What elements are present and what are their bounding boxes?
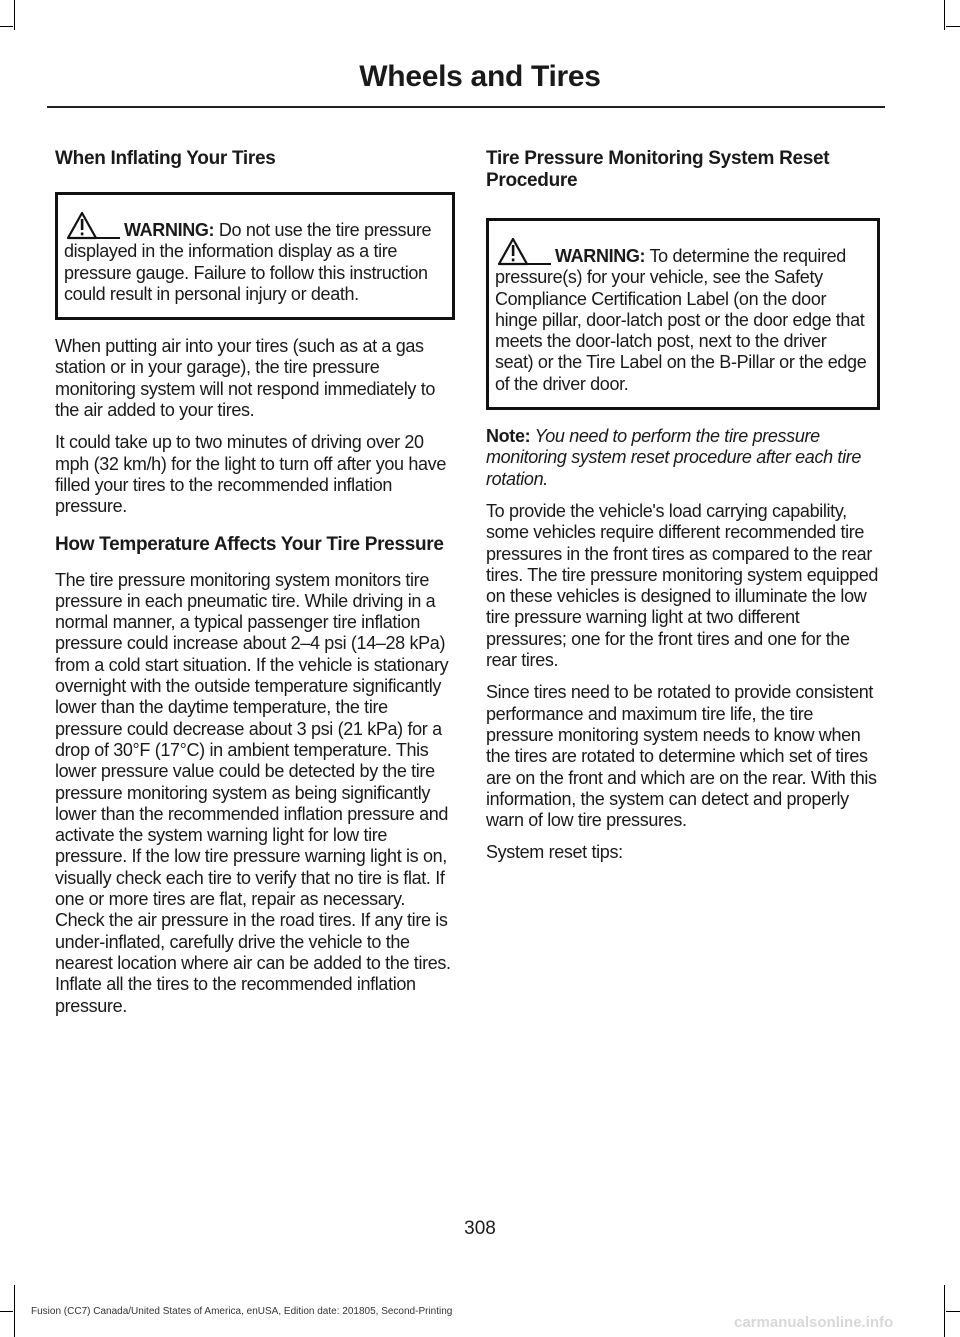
crop-mark <box>0 1311 13 1312</box>
note <box>486 426 880 490</box>
right-column <box>486 148 880 875</box>
section-heading: How Temperature Affects Your Tire Pressure <box>55 533 444 555</box>
paragraph: System reset tips: <box>486 842 623 863</box>
crop-mark <box>14 0 15 30</box>
paragraph: It could take up to two minutes of driving over 20 mph (32 km/h) for the light to turn off after you have filled your tires to the recommended inflation pressure. <box>55 432 446 517</box>
watermark: carmanualsonline.info <box>734 1314 894 1331</box>
warning-box <box>486 218 880 410</box>
note-label: Note: <box>486 426 531 447</box>
crop-mark <box>944 0 945 30</box>
warning-text: Do not use the tire pressure displayed in the information display as a tire pressure gauge. Failure to follow this instruction could result in personal injury or death. <box>64 220 432 304</box>
paragraph: The tire pressure monitoring system monitors tire pressure in each pneumatic tire. While driving in a normal manner, a typical passenger tire inflation pressure could increase about 2–4 psi (14–28 kPa) from a cold start situation. If the vehicle is stationary overnight with the outside temperature significantly lower than the daytime temperature, the tire pressure could decrease about 3 psi (21 kPa) for a drop of 30°F (17°C) in ambient temperature. This lower pressure value could be detected by the tire pressure monitoring system as being significantly lower than the recommended inflation pressure and activate the system warning light for low tire pressure. If the low tire pressure warning light is on, visually check each tire to verify that no tire is flat. If one or more tires are flat, repair as necessary. Check the air pressure in the road tires. If any tire is under-inflated, carefully drive the vehicle to the nearest location where air can be added to the tires. Inflate all the tires to the recommended inflation pressure. <box>55 569 451 1016</box>
crop-mark <box>946 1311 960 1312</box>
crop-mark <box>0 26 13 27</box>
warning-box <box>55 192 455 320</box>
section-heading: When Inflating Your Tires <box>55 148 276 169</box>
section-heading: Tire Pressure Monitoring System Reset Procedure <box>486 148 830 191</box>
page-title: Wheels and Tires <box>359 60 601 93</box>
paragraph: When putting air into your tires (such as at a gas station or in your garage), the tire pressure monitoring system will not respond immediately to the air added to your tires. <box>55 336 436 421</box>
warning-triangle-icon <box>495 236 553 266</box>
paragraph: Since tires need to be rotated to provide consistent performance and maximum tire life, the tire pressure monitoring system needs to know when the tires are rotated to determine which set of tires are on the front and which are on the rear. With this information, the system can detect and properly warn of low tire pressures. <box>486 682 877 831</box>
warning-text: To determine the required pressure(s) for your vehicle, see the Safety Compliance Certification Label (on the door hinge pillar, door-latch post or the door edge that meets the door-latch post, next to the driver seat) or the Tire Label on the B-Pillar or the edge of the driver door. <box>495 246 867 394</box>
page-number: 308 <box>464 1218 496 1239</box>
crop-mark <box>14 1285 15 1337</box>
note-text: You need to perform the tire pressure monitoring system reset procedure after each tire rotation. <box>486 426 862 489</box>
warning-label: WARNING: <box>124 220 215 240</box>
crop-mark <box>946 26 960 27</box>
paragraph: To provide the vehicle's load carrying capability, some vehicles require different recommended tire pressures in the front tires as compared to the rear tires. The tire pressure monitoring system equipped on these vehicles is designed to illuminate the low tire pressure warning light at two different pressures; one for the front tires and one for the rear tires. <box>486 500 879 671</box>
warning-label: WARNING: <box>555 246 646 266</box>
warning-triangle-icon <box>64 210 122 240</box>
footer-text: Fusion (CC7) Canada/United States of America, enUSA, Edition date: 201805, Second-Printing <box>31 1306 453 1317</box>
crop-mark <box>944 1285 945 1337</box>
left-column <box>55 148 455 1028</box>
header-divider <box>47 106 885 108</box>
